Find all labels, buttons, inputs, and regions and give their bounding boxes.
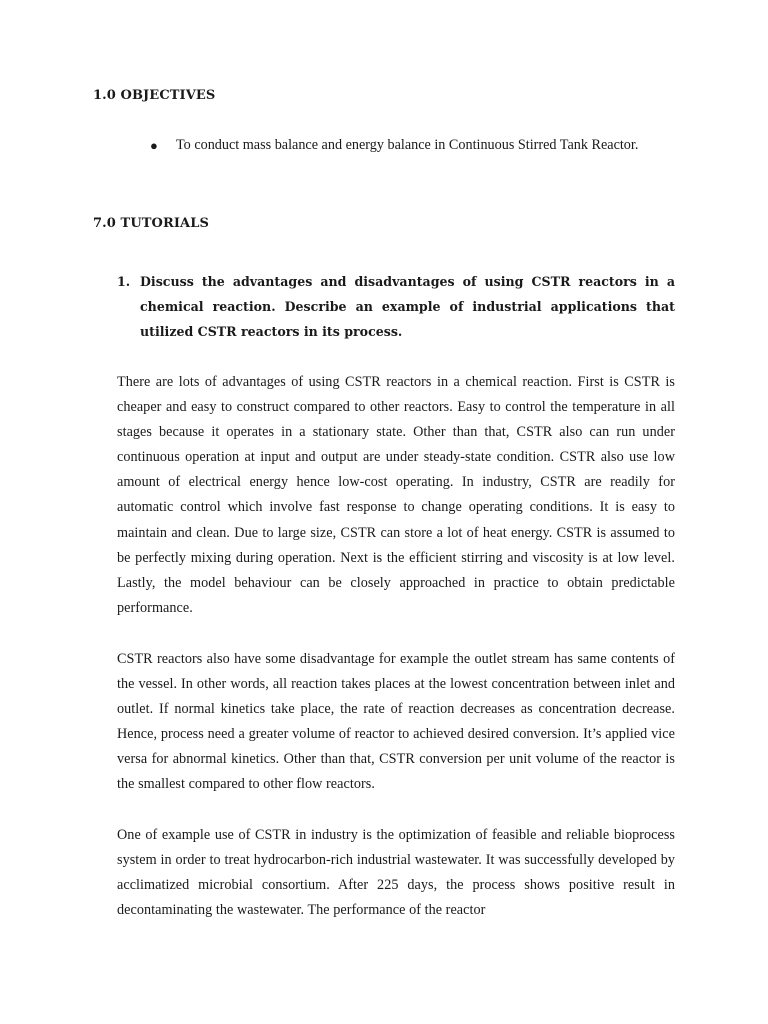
tutorials-heading: 7.0 TUTORIALS xyxy=(93,216,209,231)
objectives-heading: 1.0 OBJECTIVES xyxy=(93,88,216,103)
disadvantages-paragraph: CSTR reactors also have some disadvantage for example the outlet stream has same contents of the vessel. In other words, all reaction takes places at the lowest concentration between inlet and outlet. If normal kinetics take place, the rate of reaction decreases as concentration decrease. Hence, process need a greater volume of reactor to achieved desired conversion. It’s applied vice versa for abnormal kinetics. Other than that, CSTR conversion per unit volume of the reactor is the smallest compared to other flow reactors. xyxy=(117,651,675,793)
bullet-icon: ● xyxy=(150,138,158,153)
objectives-list xyxy=(150,133,675,158)
advantages-paragraph: There are lots of advantages of using CSTR reactors in a chemical reaction. First is CSTR is cheaper and easy to construct compared to other reactors. Easy to control the temperature in all stages because it operates in a stationary state. Other than that, CSTR also can run under continuous operation at input and output are under steady-state condition. CSTR also use low amount of electrical energy hence low-cost operating. In industry, CSTR are readily for automatic control which involve fast response to change operating conditions. It is easy to maintain and clean. Due to large size, CSTR can store a lot of heat energy. CSTR is assumed to be perfectly mixing during operation. Next is the efficient stirring and viscosity is at low level. Lastly, the model behaviour can be closely approached in practice to obtain predictable performance. xyxy=(117,374,675,616)
question-number: 1. xyxy=(117,274,131,289)
question-text: Discuss the advantages and disadvantages of using CSTR reactors in a chemical reaction. Describe an example of industrial applications that utilized CSTR reactors in its process. xyxy=(140,274,675,339)
tutorial-question xyxy=(117,269,675,344)
objective-text: To conduct mass balance and energy balance in Continuous Stirred Tank Reactor. xyxy=(176,137,639,153)
industrial-example-paragraph: One of example use of CSTR in industry is the optimization of feasible and reliable bioprocess system in order to treat hydrocarbon-rich industrial wastewater. It was successfully developed by acclimatized microbial consortium. After 225 days, the process shows positive result in decontaminating the wastewater. The performance of the reactor xyxy=(117,827,675,919)
objective-item xyxy=(150,133,675,158)
